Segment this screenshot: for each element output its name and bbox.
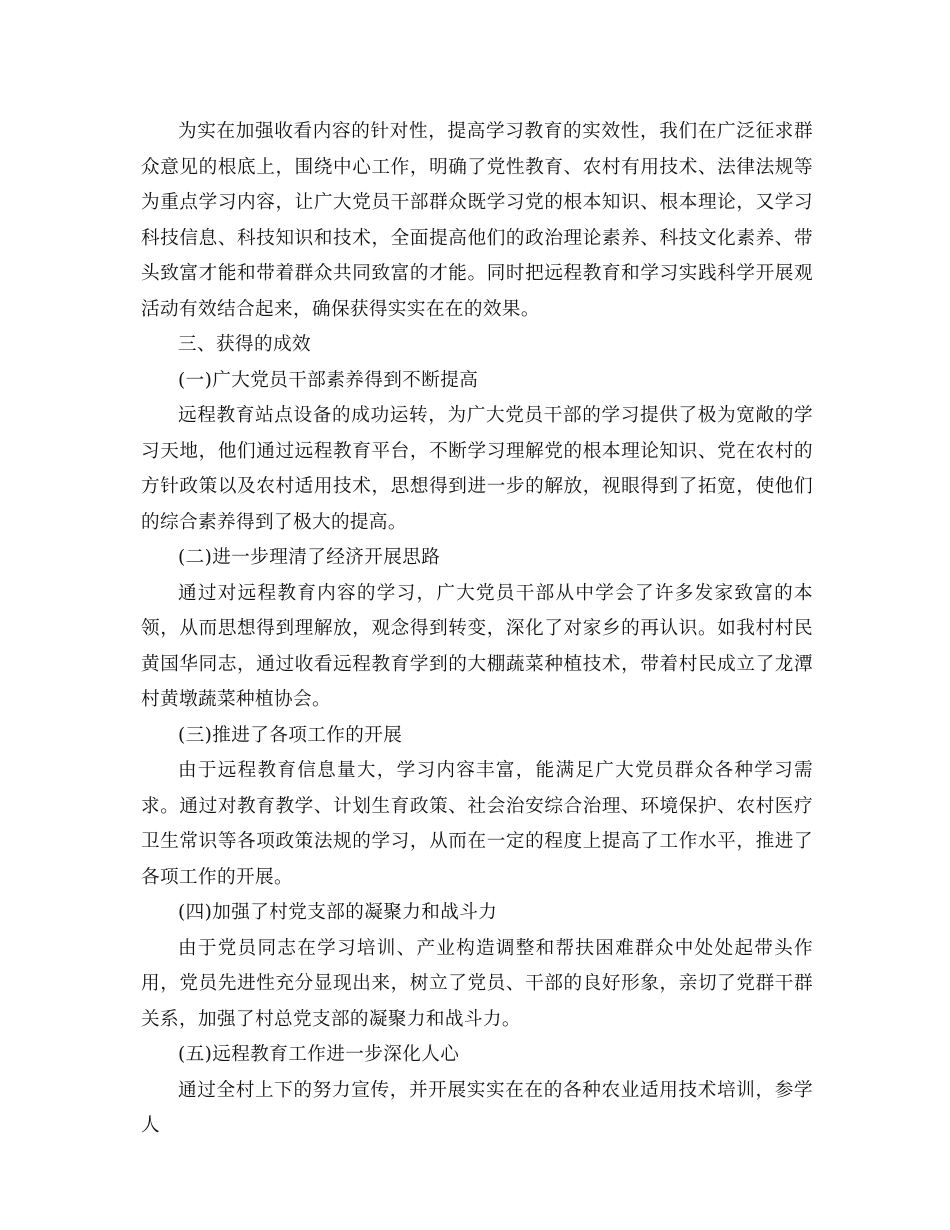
subheading-2: (二)进一步理清了经济开展思路 (178, 547, 441, 568)
subheading-1: (一)广大党员干部素养得到不断提高 (178, 369, 479, 391)
document-body (141, 114, 813, 1144)
paragraph-2: 通过对远程教育内容的学习，广大党员干部从中学会了许多发家致富的本领，从而思想得到理解放，观念得到转变，深化了对家乡的再认识。如我村村民黄国华同志，通过收看远程教育学到的大棚蔬菜种植技术，带着村民成立了龙潭村黄墩蔬菜种植协会。 (141, 582, 813, 710)
section-heading-results: 三、获得的成效 (178, 334, 311, 355)
paragraph-5: 通过全村上下的努力宣传，并开展实实在在的各种农业适用技术培训，参学人 (141, 1079, 813, 1136)
paragraph-1: 远程教育站点设备的成功运转，为广大党员干部的学习提供了极为宽敞的学习天地，他们通过远程教育平台，不断学习理解党的根本理论知识、党在农村的方针政策以及农村适用技术，思想得到进一步的解放，视眼得到了拓宽，使他们的综合素养得到了极大的提高。 (141, 405, 813, 533)
paragraph-viewing-content: 为实在加强收看内容的针对性，提高学习教育的实效性，我们在广泛征求群众意见的根底上，围绕中心工作，明确了党性教育、农村有用技术、法律法规等为重点学习内容，让广大党员干部群众既学习党的根本知识、根本理论，又学习科技信息、科技知识和技术，全面提高他们的政治理论素养、科技文化素养、带头致富才能和带着群众共同致富的才能。同时把远程教育和学习实践科学开展观活动有效结合起来，确保获得实实在在的效果。 (141, 121, 813, 320)
subheading-5: (五)远程教育工作进一步深化人心 (178, 1044, 460, 1065)
paragraph-3: 由于远程教育信息量大，学习内容丰富，能满足广大党员群众各种学习需求。通过对教育教学、计划生育政策、社会治安综合治理、环境保护、农村医疗卫生常识等各项政策法规的学习，从而在一定的程度上提高了工作水平，推进了各项工作的开展。 (141, 760, 813, 888)
subheading-3: (三)推进了各项工作的开展 (178, 724, 403, 746)
paragraph-4: 由于党员同志在学习培训、产业构造调整和帮扶困难群众中处处起带头作用，党员先进性充分显现出来，树立了党员、干部的良好形象，亲切了党群干群关系，加强了村总党支部的凝聚力和战斗力。 (141, 937, 813, 1030)
subheading-4: (四)加强了村党支部的凝聚力和战斗力 (178, 902, 498, 923)
